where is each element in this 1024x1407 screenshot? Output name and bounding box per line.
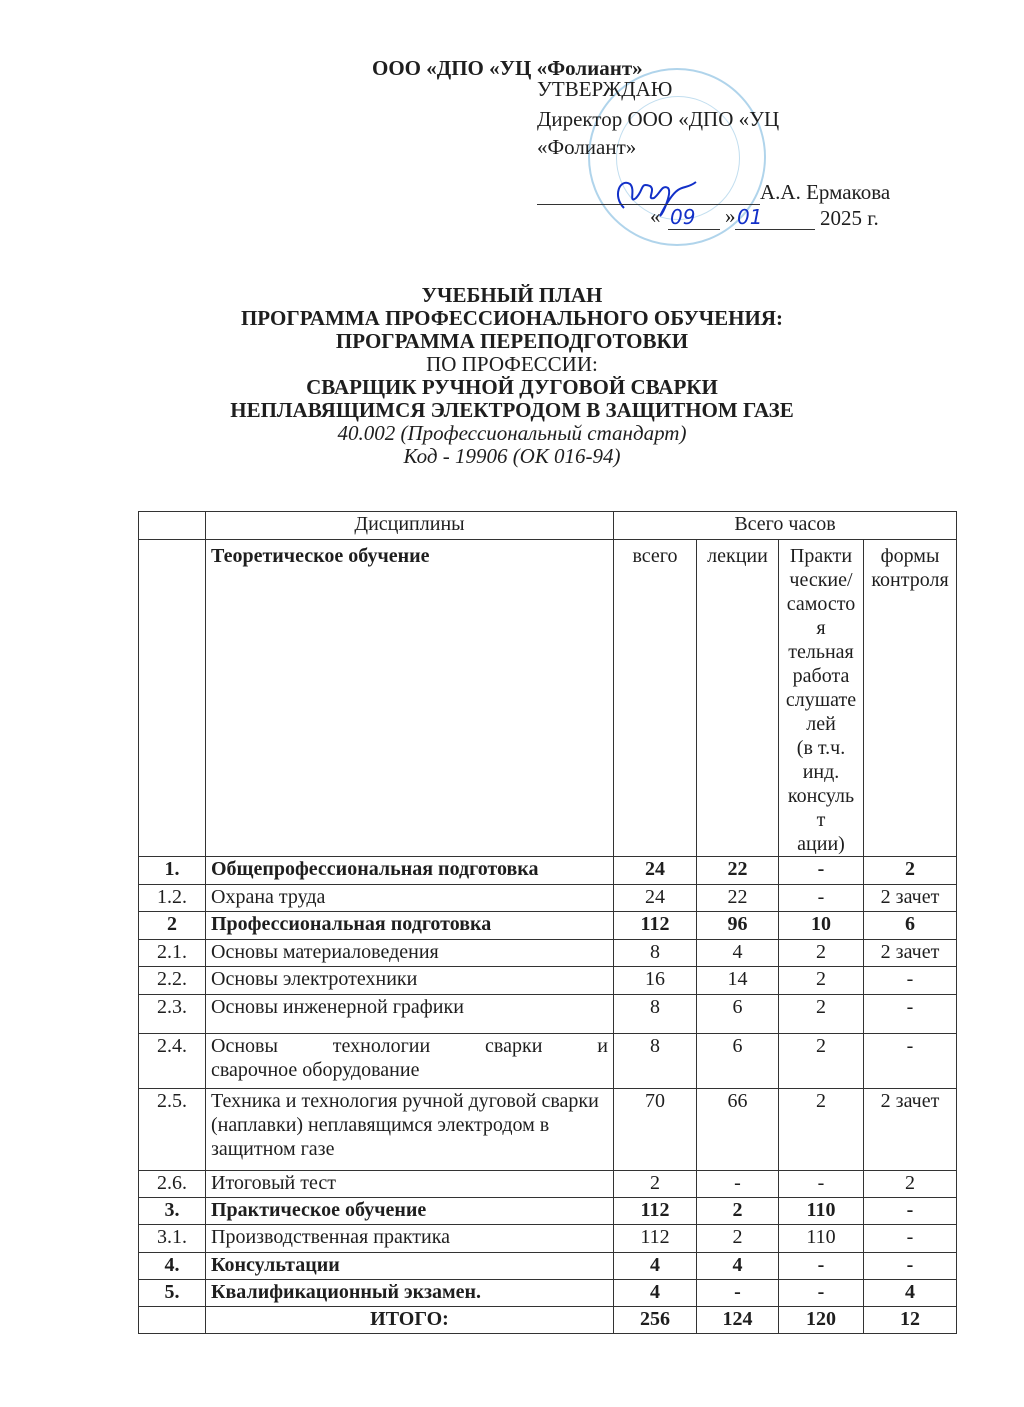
table-row bbox=[139, 1171, 957, 1198]
date-year: 2025 г. bbox=[820, 206, 879, 230]
hours-practice: 2 bbox=[779, 940, 864, 967]
hours-practice: 2 bbox=[779, 967, 864, 995]
hours-total: 112 bbox=[614, 1225, 697, 1253]
control-form: - bbox=[864, 1225, 957, 1253]
row-number: 2.6. bbox=[139, 1171, 206, 1198]
date-month-line bbox=[735, 229, 815, 230]
discipline-name: Квалификационный экзамен. bbox=[206, 1280, 614, 1307]
program-type: ПРОГРАММА ПРОФЕССИОНАЛЬНОГО ОБУЧЕНИЯ: bbox=[240, 306, 784, 330]
hours-total: 4 bbox=[614, 1253, 697, 1280]
section-theory-label: Теоретическое обучение bbox=[206, 540, 614, 857]
date-month-handwritten: 01 bbox=[737, 205, 763, 229]
table-row bbox=[139, 1089, 957, 1171]
date-close-quote: » bbox=[725, 204, 736, 228]
hours-lectures: 96 bbox=[697, 912, 779, 940]
row-number: 1.2. bbox=[139, 885, 206, 912]
discipline-name bbox=[206, 1034, 614, 1089]
row-number: 2.5. bbox=[139, 1089, 206, 1171]
date-day-line bbox=[668, 229, 720, 230]
discipline-name: Основы электротехники bbox=[206, 967, 614, 995]
profession-label: ПО ПРОФЕССИИ: bbox=[426, 352, 598, 376]
discipline-name: Основы инженерной графики bbox=[206, 995, 614, 1034]
hours-practice: - bbox=[779, 857, 864, 885]
control-form: 4 bbox=[864, 1280, 957, 1307]
control-form: - bbox=[864, 1198, 957, 1225]
subheader-num-cell bbox=[139, 540, 206, 857]
hours-total: 8 bbox=[614, 1034, 697, 1089]
table-row bbox=[139, 940, 957, 967]
discipline-name: Основы материаловедения bbox=[206, 940, 614, 967]
hours-total: 16 bbox=[614, 967, 697, 995]
hours-total: 4 bbox=[614, 1280, 697, 1307]
hours-total: 8 bbox=[614, 995, 697, 1034]
profession-name-line1: СВАРЩИК РУЧНОЙ ДУГОВОЙ СВАРКИ bbox=[306, 375, 718, 399]
hours-total: 2 bbox=[614, 1171, 697, 1198]
header-num-cell bbox=[139, 512, 206, 540]
hours-lectures: 66 bbox=[697, 1089, 779, 1171]
table-row bbox=[139, 1225, 957, 1253]
hours-practice: 10 bbox=[779, 912, 864, 940]
hours-practice: - bbox=[779, 1171, 864, 1198]
header-disciplines: Дисциплины bbox=[206, 512, 614, 540]
table-row bbox=[139, 967, 957, 995]
hours-practice: 110 bbox=[779, 1225, 864, 1253]
row-number: 1. bbox=[139, 857, 206, 885]
program-subtype: ПРОГРАММА ПЕРЕПОДГОТОВКИ bbox=[335, 329, 689, 353]
hours-lectures: 6 bbox=[697, 1034, 779, 1089]
hours-lectures: - bbox=[697, 1171, 779, 1198]
document-title: УЧЕБНЫЙ ПЛАН bbox=[421, 283, 603, 307]
hours-total: 24 bbox=[614, 885, 697, 912]
control-form: - bbox=[864, 1034, 957, 1089]
discipline-name: Охрана труда bbox=[206, 885, 614, 912]
discipline-name: Производственная практика bbox=[206, 1225, 614, 1253]
discipline-name: Техника и технология ручной дуговой сварки (наплавки) неплавящимся электродом в защитном газе bbox=[206, 1089, 614, 1171]
date-day-handwritten: 09 bbox=[670, 205, 696, 229]
hours-practice: 2 bbox=[779, 1034, 864, 1089]
control-form: 2 bbox=[864, 857, 957, 885]
control-form: 2 зачет bbox=[864, 1089, 957, 1171]
table-row bbox=[139, 912, 957, 940]
hours-lectures: 2 bbox=[697, 1225, 779, 1253]
hours-total: 112 bbox=[614, 912, 697, 940]
hours-lectures: 14 bbox=[697, 967, 779, 995]
discipline-name: Практическое обучение bbox=[206, 1198, 614, 1225]
control-form: 2 зачет bbox=[864, 885, 957, 912]
approval-label: УТВЕРЖДАЮ bbox=[537, 77, 673, 101]
header-total-hours: Всего часов bbox=[614, 512, 957, 540]
hours-lectures: - bbox=[697, 1280, 779, 1307]
table-row bbox=[139, 1198, 957, 1225]
col-control-label: формы контроля bbox=[864, 540, 957, 857]
hours-lectures: 6 bbox=[697, 995, 779, 1034]
control-form: - bbox=[864, 967, 957, 995]
hours-lectures: 4 bbox=[697, 1253, 779, 1280]
hours-practice: - bbox=[779, 1280, 864, 1307]
row-number: 2.1. bbox=[139, 940, 206, 967]
table-row bbox=[139, 995, 957, 1034]
hours-total: 24 bbox=[614, 857, 697, 885]
total-lectures: 124 bbox=[697, 1307, 779, 1334]
hours-total: 8 bbox=[614, 940, 697, 967]
row-number: 2.3. bbox=[139, 995, 206, 1034]
organization-name: ООО «ДПО «УЦ «Фолиант» bbox=[372, 56, 643, 80]
discipline-name-line1: Основы технологии сварки и bbox=[211, 1035, 608, 1057]
approver-position-line2: «Фолиант» bbox=[537, 135, 637, 159]
approver-position-line1: Директор ООО «ДПО «УЦ bbox=[537, 107, 780, 131]
row-number: 3. bbox=[139, 1198, 206, 1225]
curriculum-table bbox=[138, 511, 957, 1334]
control-form: 6 bbox=[864, 912, 957, 940]
total-practice: 120 bbox=[779, 1307, 864, 1334]
hours-total: 70 bbox=[614, 1089, 697, 1171]
hours-lectures: 22 bbox=[697, 857, 779, 885]
hours-practice: 2 bbox=[779, 1089, 864, 1171]
row-number: 3.1. bbox=[139, 1225, 206, 1253]
table-subheader-row bbox=[139, 540, 957, 857]
approval-date bbox=[650, 204, 661, 229]
row-number: 4. bbox=[139, 1253, 206, 1280]
control-form: 2 зачет bbox=[864, 940, 957, 967]
col-lectures-label: лекции bbox=[697, 540, 779, 857]
professional-standard: 40.002 (Профессиональный стандарт) bbox=[337, 421, 687, 445]
hours-practice: 110 bbox=[779, 1198, 864, 1225]
total-hours: 256 bbox=[614, 1307, 697, 1334]
col-practice-label: Практи ческие/ самостоя тельная работа слушате лей (в т.ч. инд. консульт ации) bbox=[779, 540, 864, 857]
hours-lectures: 2 bbox=[697, 1198, 779, 1225]
profession-name-line2: НЕПЛАВЯЩИМСЯ ЭЛЕКТРОДОМ В ЗАЩИТНОМ ГАЗЕ bbox=[230, 398, 794, 422]
table-row bbox=[139, 857, 957, 885]
total-row bbox=[139, 1307, 957, 1334]
table-row bbox=[139, 1280, 957, 1307]
hours-lectures: 4 bbox=[697, 940, 779, 967]
row-number: 5. bbox=[139, 1280, 206, 1307]
discipline-name: Консультации bbox=[206, 1253, 614, 1280]
col-total-label: всего bbox=[614, 540, 697, 857]
hours-practice: - bbox=[779, 1253, 864, 1280]
control-form: 2 bbox=[864, 1171, 957, 1198]
control-form: - bbox=[864, 995, 957, 1034]
table-row bbox=[139, 885, 957, 912]
control-form: - bbox=[864, 1253, 957, 1280]
hours-total: 112 bbox=[614, 1198, 697, 1225]
row-number: 2.4. bbox=[139, 1034, 206, 1089]
discipline-name: Профессиональная подготовка bbox=[206, 912, 614, 940]
date-open-quote: « bbox=[650, 204, 661, 228]
signer-name: А.А. Ермакова bbox=[760, 180, 891, 204]
profession-code: Код - 19906 (ОК 016-94) bbox=[403, 444, 621, 468]
discipline-name: Итоговый тест bbox=[206, 1171, 614, 1198]
row-number: 2 bbox=[139, 912, 206, 940]
row-number: 2.2. bbox=[139, 967, 206, 995]
table-row bbox=[139, 1034, 957, 1089]
discipline-name-line2: сварочное оборудование bbox=[211, 1059, 420, 1081]
total-control: 12 bbox=[864, 1307, 957, 1334]
table-row bbox=[139, 1253, 957, 1280]
discipline-name: Общепрофессиональная подготовка bbox=[206, 857, 614, 885]
hours-practice: - bbox=[779, 885, 864, 912]
total-label: ИТОГО: bbox=[206, 1307, 614, 1334]
hours-lectures: 22 bbox=[697, 885, 779, 912]
total-num-cell bbox=[139, 1307, 206, 1334]
hours-practice: 2 bbox=[779, 995, 864, 1034]
table-header-row bbox=[139, 512, 957, 540]
